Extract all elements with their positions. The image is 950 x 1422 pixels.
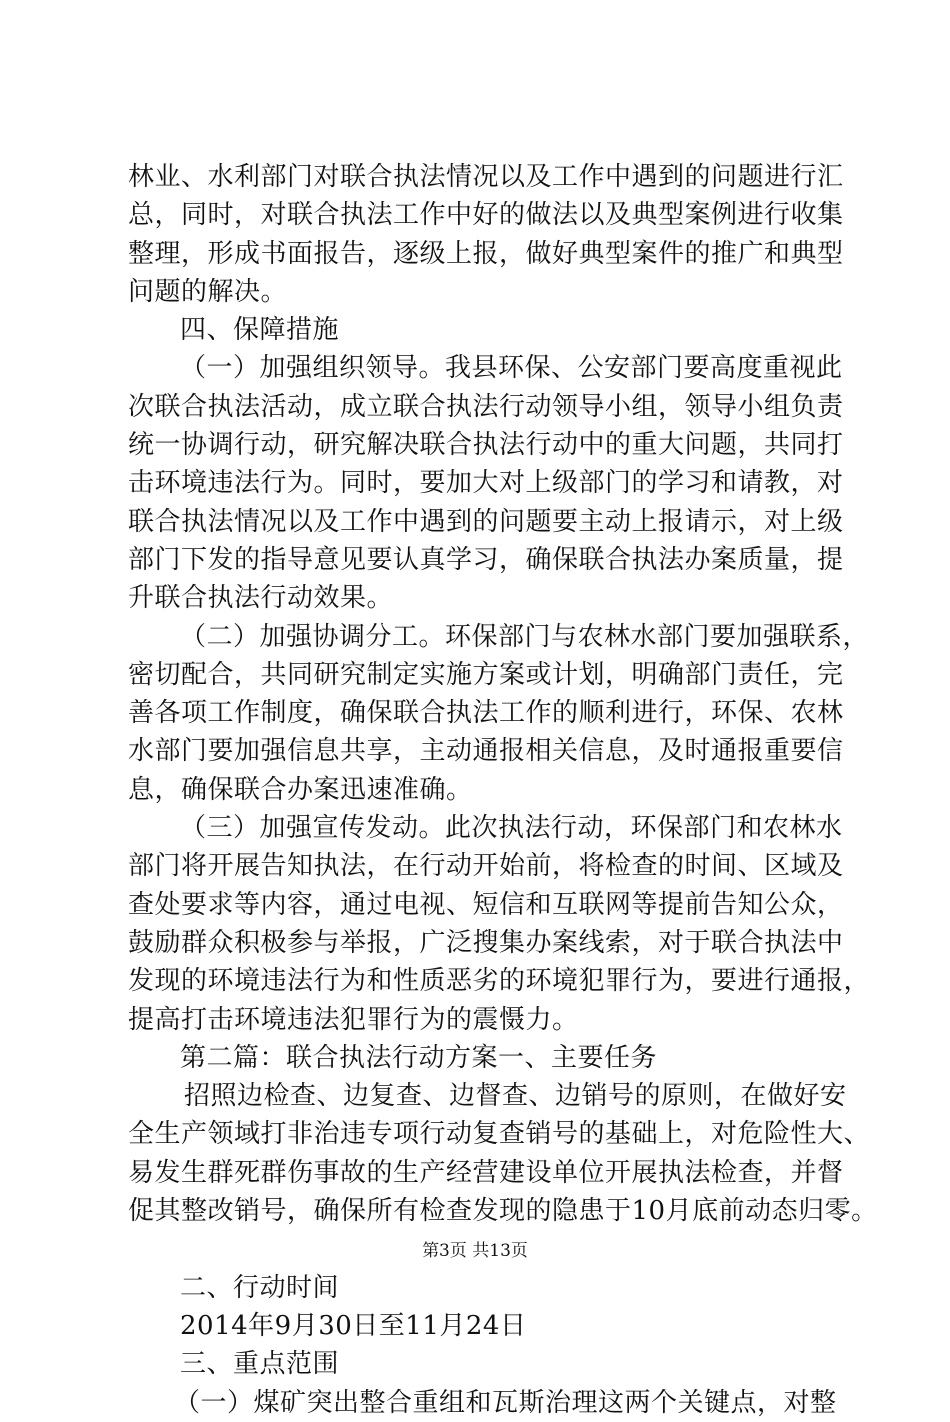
paragraph-line: 总，同时，对联合执法工作中好的做法以及典型案例进行收集 — [128, 200, 844, 231]
paragraph-line: 全生产领域打非治违专项行动复查销号的基础上，对危险性大、 — [128, 1119, 871, 1150]
paragraph-line: 升联合执法行动效果。 — [128, 583, 394, 614]
paragraph-line: 问题的解决。 — [128, 276, 288, 307]
paragraph-line: 次联合执法活动，成立联合执法行动领导小组，领导小组负责 — [128, 391, 844, 422]
paragraph-line: 发现的环境违法行为和性质恶劣的环境犯罪行为，要进行通报， — [128, 966, 871, 997]
page-number-footer: 第3页 共13页 — [422, 1241, 528, 1261]
paragraph-line: 林业、水利部门对联合执法情况以及工作中遇到的问题进行汇 — [128, 162, 844, 192]
paragraph-line: 促其整改销号，确保所有检查发现的隐患于10月底前动态归零。 — [128, 1196, 878, 1227]
section-heading: 二、行动时间 — [180, 1272, 340, 1303]
section-heading: 四、保障措施 — [180, 315, 340, 346]
paragraph-line: （一）加强组织领导。我县环保、公安部门要高度重视此 — [180, 353, 843, 384]
paragraph-line: 息，确保联合办案迅速准确。 — [128, 774, 473, 805]
paragraph-line: 联合执法情况以及工作中遇到的问题要主动上报请示，对上级 — [128, 506, 844, 537]
paragraph-line: 密切配合，共同研究制定实施方案或计划，明确部门责任，完 — [128, 659, 844, 690]
paragraph-line: （三）加强宣传发动。此次执法行动，环保部门和农林水 — [180, 813, 843, 844]
paragraph-line: 2014年9月30日至11月24日 — [180, 1310, 527, 1341]
paragraph-line: 善各项工作制度，确保联合执法工作的顺利进行，环保、农林 — [128, 698, 844, 729]
paragraph-line: 统一协调行动，研究解决联合执法行动中的重大问题，共同打 — [128, 430, 844, 461]
paragraph-line: 提高打击环境违法犯罪行为的震慑力。 — [128, 1004, 579, 1035]
paragraph-line: 部门将开展告知执法，在行动开始前，将检查的时间、区域及 — [128, 851, 844, 882]
paragraph-line: 易发生群死群伤事故的生产经营建设单位开展执法检查，并督 — [128, 1157, 844, 1188]
paragraph-line: 水部门要加强信息共享，主动通报相关信息，及时通报重要信 — [128, 736, 844, 767]
paragraph-line: （一）煤矿突出整合重组和瓦斯治理这两个关键点，对整 — [174, 1387, 837, 1418]
paragraph-line: 招照边检查、边复查、边督查、边销号的原则，在做好安 — [184, 1081, 847, 1112]
paragraph-line: 整理，形成书面报告，逐级上报，做好典型案件的推广和典型 — [128, 238, 844, 269]
section-heading: 三、重点范围 — [180, 1349, 340, 1380]
paragraph-line: （二）加强协调分工。环保部门与农林水部门要加强联系， — [180, 621, 870, 652]
section-heading: 第二篇：联合执法行动方案一、主要任务 — [180, 1042, 658, 1073]
paragraph-line: 鼓励群众积极参与举报，广泛搜集办案线索，对于联合执法中 — [128, 927, 844, 958]
paragraph-line: 查处要求等内容，通过电视、短信和互联网等提前告知公众， — [128, 889, 844, 920]
paragraph-line: 部门下发的指导意见要认真学习，确保联合执法办案质量，提 — [128, 544, 844, 575]
paragraph-line: 击环境违法行为。同时，要加大对上级部门的学习和请教，对 — [128, 468, 844, 499]
document-body — [128, 158, 878, 1422]
